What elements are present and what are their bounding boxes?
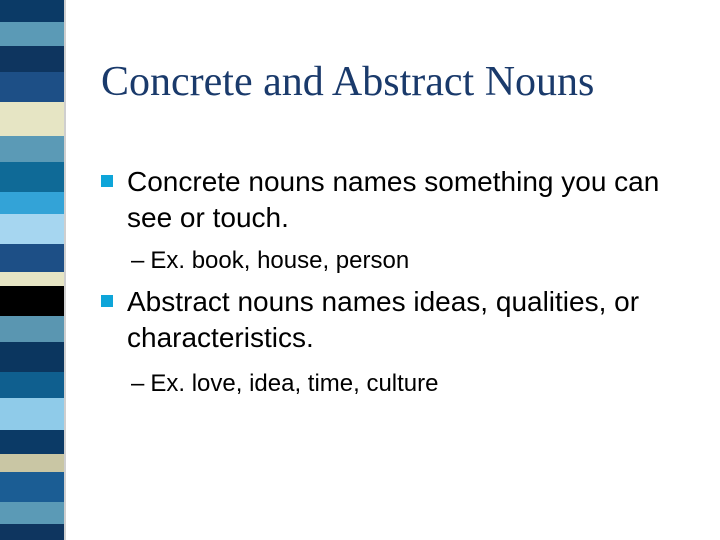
stripe: [0, 342, 64, 372]
stripe: [0, 372, 64, 398]
stripe: [0, 72, 64, 102]
stripe-divider: [64, 0, 66, 540]
dash-bullet-icon: –: [131, 370, 145, 397]
decorative-stripe-bar: [0, 0, 64, 540]
square-bullet-icon: [101, 175, 113, 187]
stripe: [0, 22, 64, 46]
sub-bullet-item: [131, 369, 691, 399]
stripe: [0, 524, 64, 540]
sub-bullet-text: Ex. love, idea, time, culture: [150, 370, 439, 397]
stripe: [0, 430, 64, 454]
dash-bullet-icon: –: [131, 247, 145, 274]
stripe: [0, 472, 64, 502]
stripe: [0, 454, 64, 472]
stripe: [0, 398, 64, 430]
stripe: [0, 136, 64, 162]
stripe: [0, 162, 64, 192]
stripe: [0, 46, 64, 72]
stripe: [0, 0, 64, 22]
bullet-text: Abstract nouns names ideas, qualities, or characteristics.: [127, 286, 640, 353]
sub-bullet-item: [131, 246, 691, 276]
stripe: [0, 214, 64, 244]
stripe: [0, 192, 64, 214]
stripe: [0, 244, 64, 272]
stripe: [0, 102, 64, 136]
sub-bullet-text: Ex. book, house, person: [150, 247, 410, 274]
stripe: [0, 272, 64, 286]
stripe: [0, 286, 64, 316]
square-bullet-icon: [101, 295, 113, 307]
stripe: [0, 502, 64, 524]
stripe: [0, 316, 64, 342]
slide-title: Concrete and Abstract Nouns: [101, 59, 595, 105]
bullet-text: Concrete nouns names something you can see or touch.: [127, 166, 660, 233]
